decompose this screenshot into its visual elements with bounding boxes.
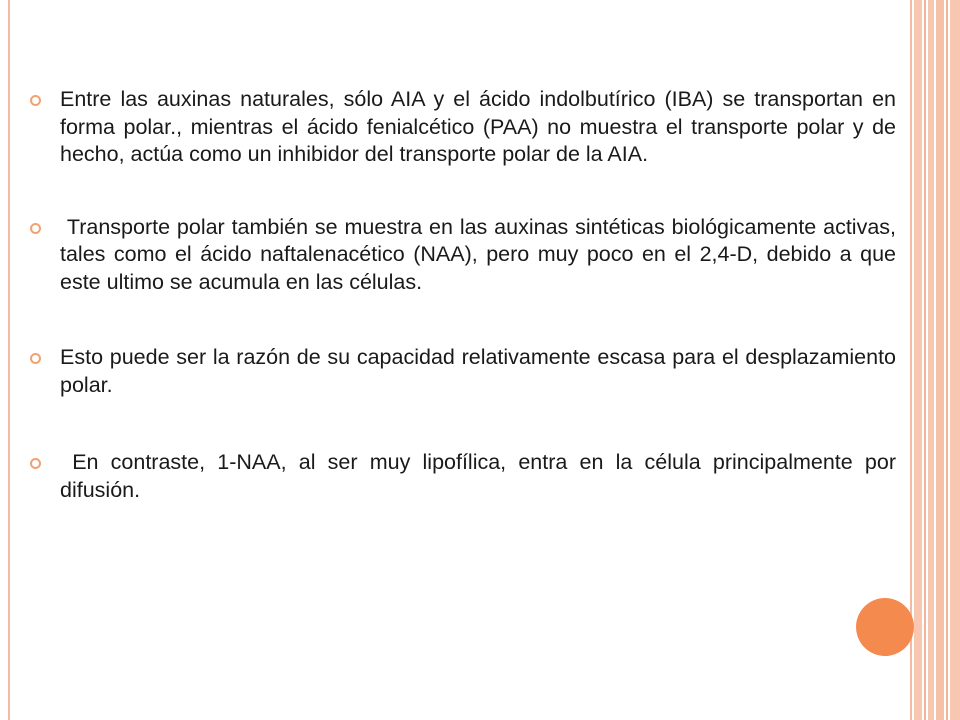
list-item <box>30 86 896 169</box>
bullet-text: Esto puede ser la razón de su capacidad relativamente escasa para el desplazamiento polar. <box>60 345 896 397</box>
decorative-stripes <box>914 0 960 720</box>
bullet-ring-icon <box>30 223 41 234</box>
stripe <box>914 0 922 720</box>
stripe <box>946 0 948 720</box>
bullet-text: En contraste, 1-NAA, al ser muy lipofílica, entra en la célula principalmente por difusión. <box>60 450 902 502</box>
bullet-text: Entre las auxinas naturales, sólo AIA y el ácido indolbutírico (IBA) se transportan en forma polar., mientras el ácido fenialcético (PAA) no muestra el transporte polar y de hecho, actúa como un inhibidor del transporte polar de la AIA. <box>60 87 896 166</box>
bullet-list <box>30 86 902 504</box>
stripe <box>936 0 944 720</box>
list-item <box>30 449 902 504</box>
orange-circle-decoration <box>856 598 914 656</box>
bullet-ring-icon <box>30 95 41 106</box>
stripe <box>950 0 960 720</box>
bullet-ring-icon <box>30 458 41 469</box>
list-item <box>30 214 902 297</box>
bullet-ring-icon <box>30 353 41 364</box>
bullet-text: Transporte polar también se muestra en las auxinas sintéticas biológicamente activas, tales como el ácido naftalenacético (NAA), pero muy poco en el 2,4-D, debido a que este ultimo se acumula en las células. <box>60 214 902 294</box>
stripe <box>928 0 934 720</box>
stripe <box>924 0 926 720</box>
list-item <box>30 344 896 399</box>
